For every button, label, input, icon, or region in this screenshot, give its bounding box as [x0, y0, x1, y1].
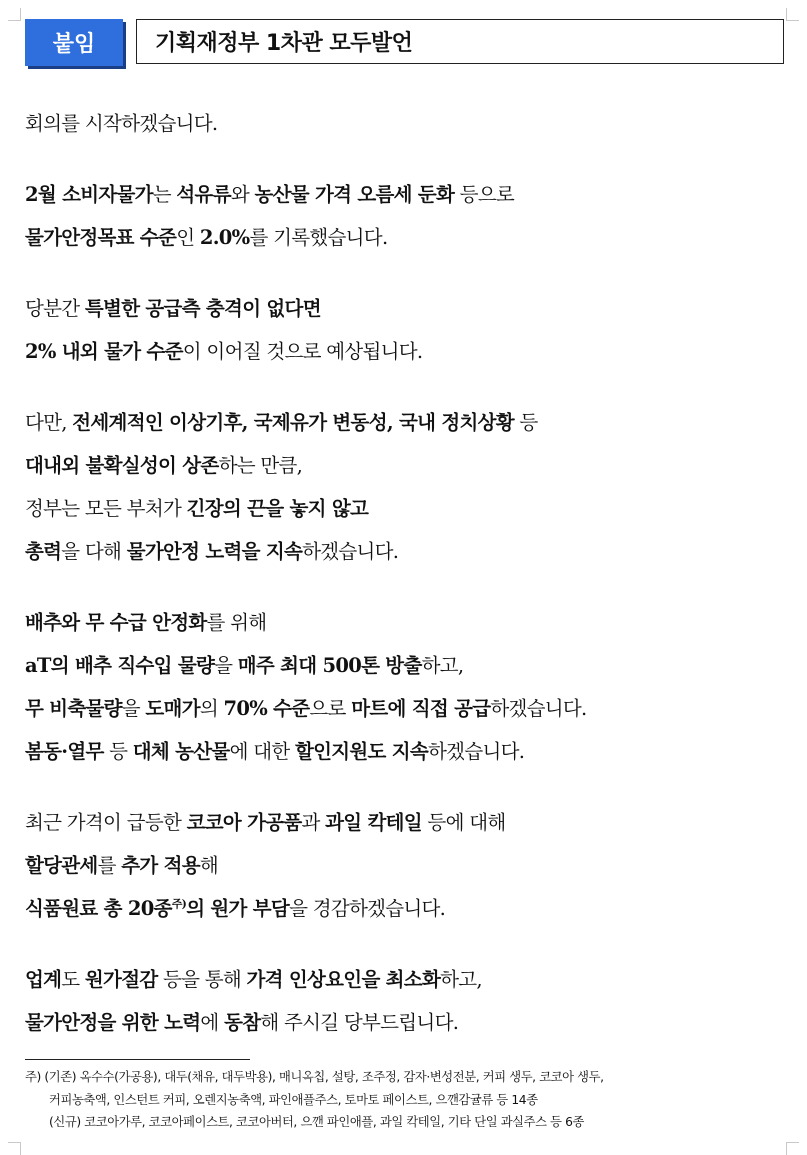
paragraph-5-line-1	[25, 601, 795, 644]
paragraph-1-line-1	[25, 102, 795, 145]
text: 등을 통해	[157, 968, 247, 991]
paragraph-6-line-1	[25, 801, 795, 844]
text: 하고,	[421, 654, 464, 677]
footnote-line-2: 커피농축액, 인스턴트 커피, 오렌지농축액, 파인애플주스, 토마토 페이스트, 으깬감귤류 등 14종	[49, 1092, 538, 1107]
document-title	[136, 19, 784, 64]
bold-text: 총력	[25, 540, 62, 563]
text: 하겠습니다.	[428, 740, 525, 763]
footnote-line-3: (신규) 코코아가루, 코코아페이스트, 코코아버터, 으깬 파인애플, 과일 칵테일, 기타 단일 과실주스 등 6종	[49, 1115, 585, 1129]
bold-text: 의 원가 부담	[186, 897, 290, 920]
text: 다만,	[25, 411, 73, 434]
text: 에 대한	[229, 740, 295, 763]
paragraph-4-line-2	[25, 444, 795, 487]
bold-text: 특별한 공급측 충격이 없다면	[84, 297, 321, 320]
bold-text: aT의 배추 직수입 물량	[25, 654, 215, 677]
text: 등	[513, 411, 538, 434]
text: 을	[121, 697, 146, 720]
paragraph-6-line-3	[25, 887, 795, 930]
text: 의	[199, 697, 224, 720]
footnote-divider	[25, 1059, 250, 1060]
footnote-marker: 주)	[171, 897, 187, 911]
text: 과	[301, 811, 326, 834]
bold-text: 봄동·열무	[25, 740, 104, 763]
text: 도	[61, 968, 85, 991]
bold-text: 2.0%	[199, 226, 250, 249]
document-title-text: 기획재정부 1차관 모두발언	[155, 31, 413, 56]
paragraph-3-line-1	[25, 287, 795, 330]
bold-text: 도매가	[145, 697, 200, 720]
text: 등	[103, 740, 133, 763]
text: 등에 대해	[421, 811, 506, 834]
text: 으로	[309, 697, 352, 720]
text: 와	[230, 183, 255, 206]
bold-text: 원가절감	[84, 968, 158, 991]
text: 를 위해	[206, 611, 267, 634]
text: 를	[97, 854, 122, 877]
bold-text: 코코아 가공품	[186, 811, 302, 834]
paragraph-5-line-2	[25, 644, 795, 687]
text: 에	[200, 1011, 225, 1034]
speech-body	[25, 102, 795, 1044]
paragraph-6-line-2	[25, 844, 795, 887]
text: 하겠습니다.	[302, 540, 399, 563]
bold-text: 대체 농산물	[132, 740, 230, 763]
paragraph-5-line-3	[25, 687, 795, 730]
attachment-badge: 붙임	[25, 19, 123, 66]
corner-mark-top-right	[786, 8, 799, 21]
bold-text: 과일 칵테일	[325, 811, 422, 834]
text: 등으로	[454, 183, 515, 206]
bold-text: 마트에 직접 공급	[351, 697, 491, 720]
bold-text: 석유류	[176, 183, 231, 206]
paragraph-2-line-1	[25, 173, 795, 216]
text: 하겠습니다.	[490, 697, 587, 720]
text: 최근 가격이 급등한	[25, 811, 187, 834]
bold-text: 농산물 가격 오름세 둔화	[254, 183, 455, 206]
bold-text: 동참	[224, 1011, 261, 1034]
paragraph-7-line-2	[25, 1001, 795, 1044]
text: 을 경감하겠습니다.	[289, 897, 446, 920]
bold-text: 할당관세	[25, 854, 98, 877]
text: 하고,	[440, 968, 482, 991]
bold-text: 전세계적인 이상기후, 국제유가 변동성, 국내 정치상황	[72, 411, 514, 434]
bold-text: 할인지원도 지속	[294, 740, 429, 763]
paragraph-3-line-2	[25, 330, 795, 373]
text: 해	[199, 854, 218, 877]
bold-text: 물가안정목표 수준	[25, 226, 177, 249]
paragraph-4-line-4	[25, 530, 795, 573]
bold-text: 매주 최대 500톤 방출	[237, 654, 422, 677]
text: 이 이어질 것으로 예상됩니다.	[182, 340, 423, 363]
bold-text: 2월 소비자물가	[25, 183, 153, 206]
bold-text: 2% 내외 물가 수준	[25, 340, 183, 363]
corner-mark-top-left	[8, 8, 21, 21]
text: 하는 만큼,	[218, 454, 303, 477]
text: 정부는 모든 부처가	[25, 497, 187, 520]
bold-text: 가격 인상요인을 최소화	[246, 968, 441, 991]
bold-text: 무 비축물량	[25, 697, 122, 720]
bold-text: 긴장의 끈을 놓지 않고	[186, 497, 369, 520]
bold-text: 업계	[25, 968, 62, 991]
text: 를 기록했습니다.	[249, 226, 388, 249]
bold-text: 배추와 무 수급 안정화	[25, 611, 207, 634]
footnote-line-1: 주) (기존) 옥수수(가공용), 대두(채유, 대두박용), 매니옥칩, 설탕, 조주정, 감자·변성전분, 커피 생두, 코코아 생두,	[25, 1070, 604, 1084]
text: 는	[152, 183, 177, 206]
bold-text: 식품원료 총 20종	[25, 897, 172, 920]
paragraph-5-line-4	[25, 730, 795, 773]
footnote	[25, 1066, 805, 1134]
paragraph-4-line-1	[25, 401, 795, 444]
bold-text: 70% 수준	[223, 697, 310, 720]
paragraph-4-line-3	[25, 487, 795, 530]
text: 을	[214, 654, 238, 677]
paragraph-2-line-2	[25, 216, 795, 259]
text: 해 주시길 당부드립니다.	[260, 1011, 459, 1034]
bold-text: 물가안정 노력을 지속	[126, 540, 303, 563]
text: 을 다해	[61, 540, 127, 563]
bold-text: 추가 적용	[121, 854, 200, 877]
bold-text: 대내외 불확실성이 상존	[25, 454, 219, 477]
paragraph-7-line-1	[25, 958, 795, 1001]
bold-text: 물가안정을 위한 노력	[25, 1011, 201, 1034]
corner-mark-bottom-right	[786, 1142, 799, 1155]
text: 인	[176, 226, 200, 249]
text: 당분간	[25, 297, 85, 320]
text: 회의를 시작하겠습니다.	[25, 112, 218, 135]
corner-mark-bottom-left	[8, 1142, 21, 1155]
